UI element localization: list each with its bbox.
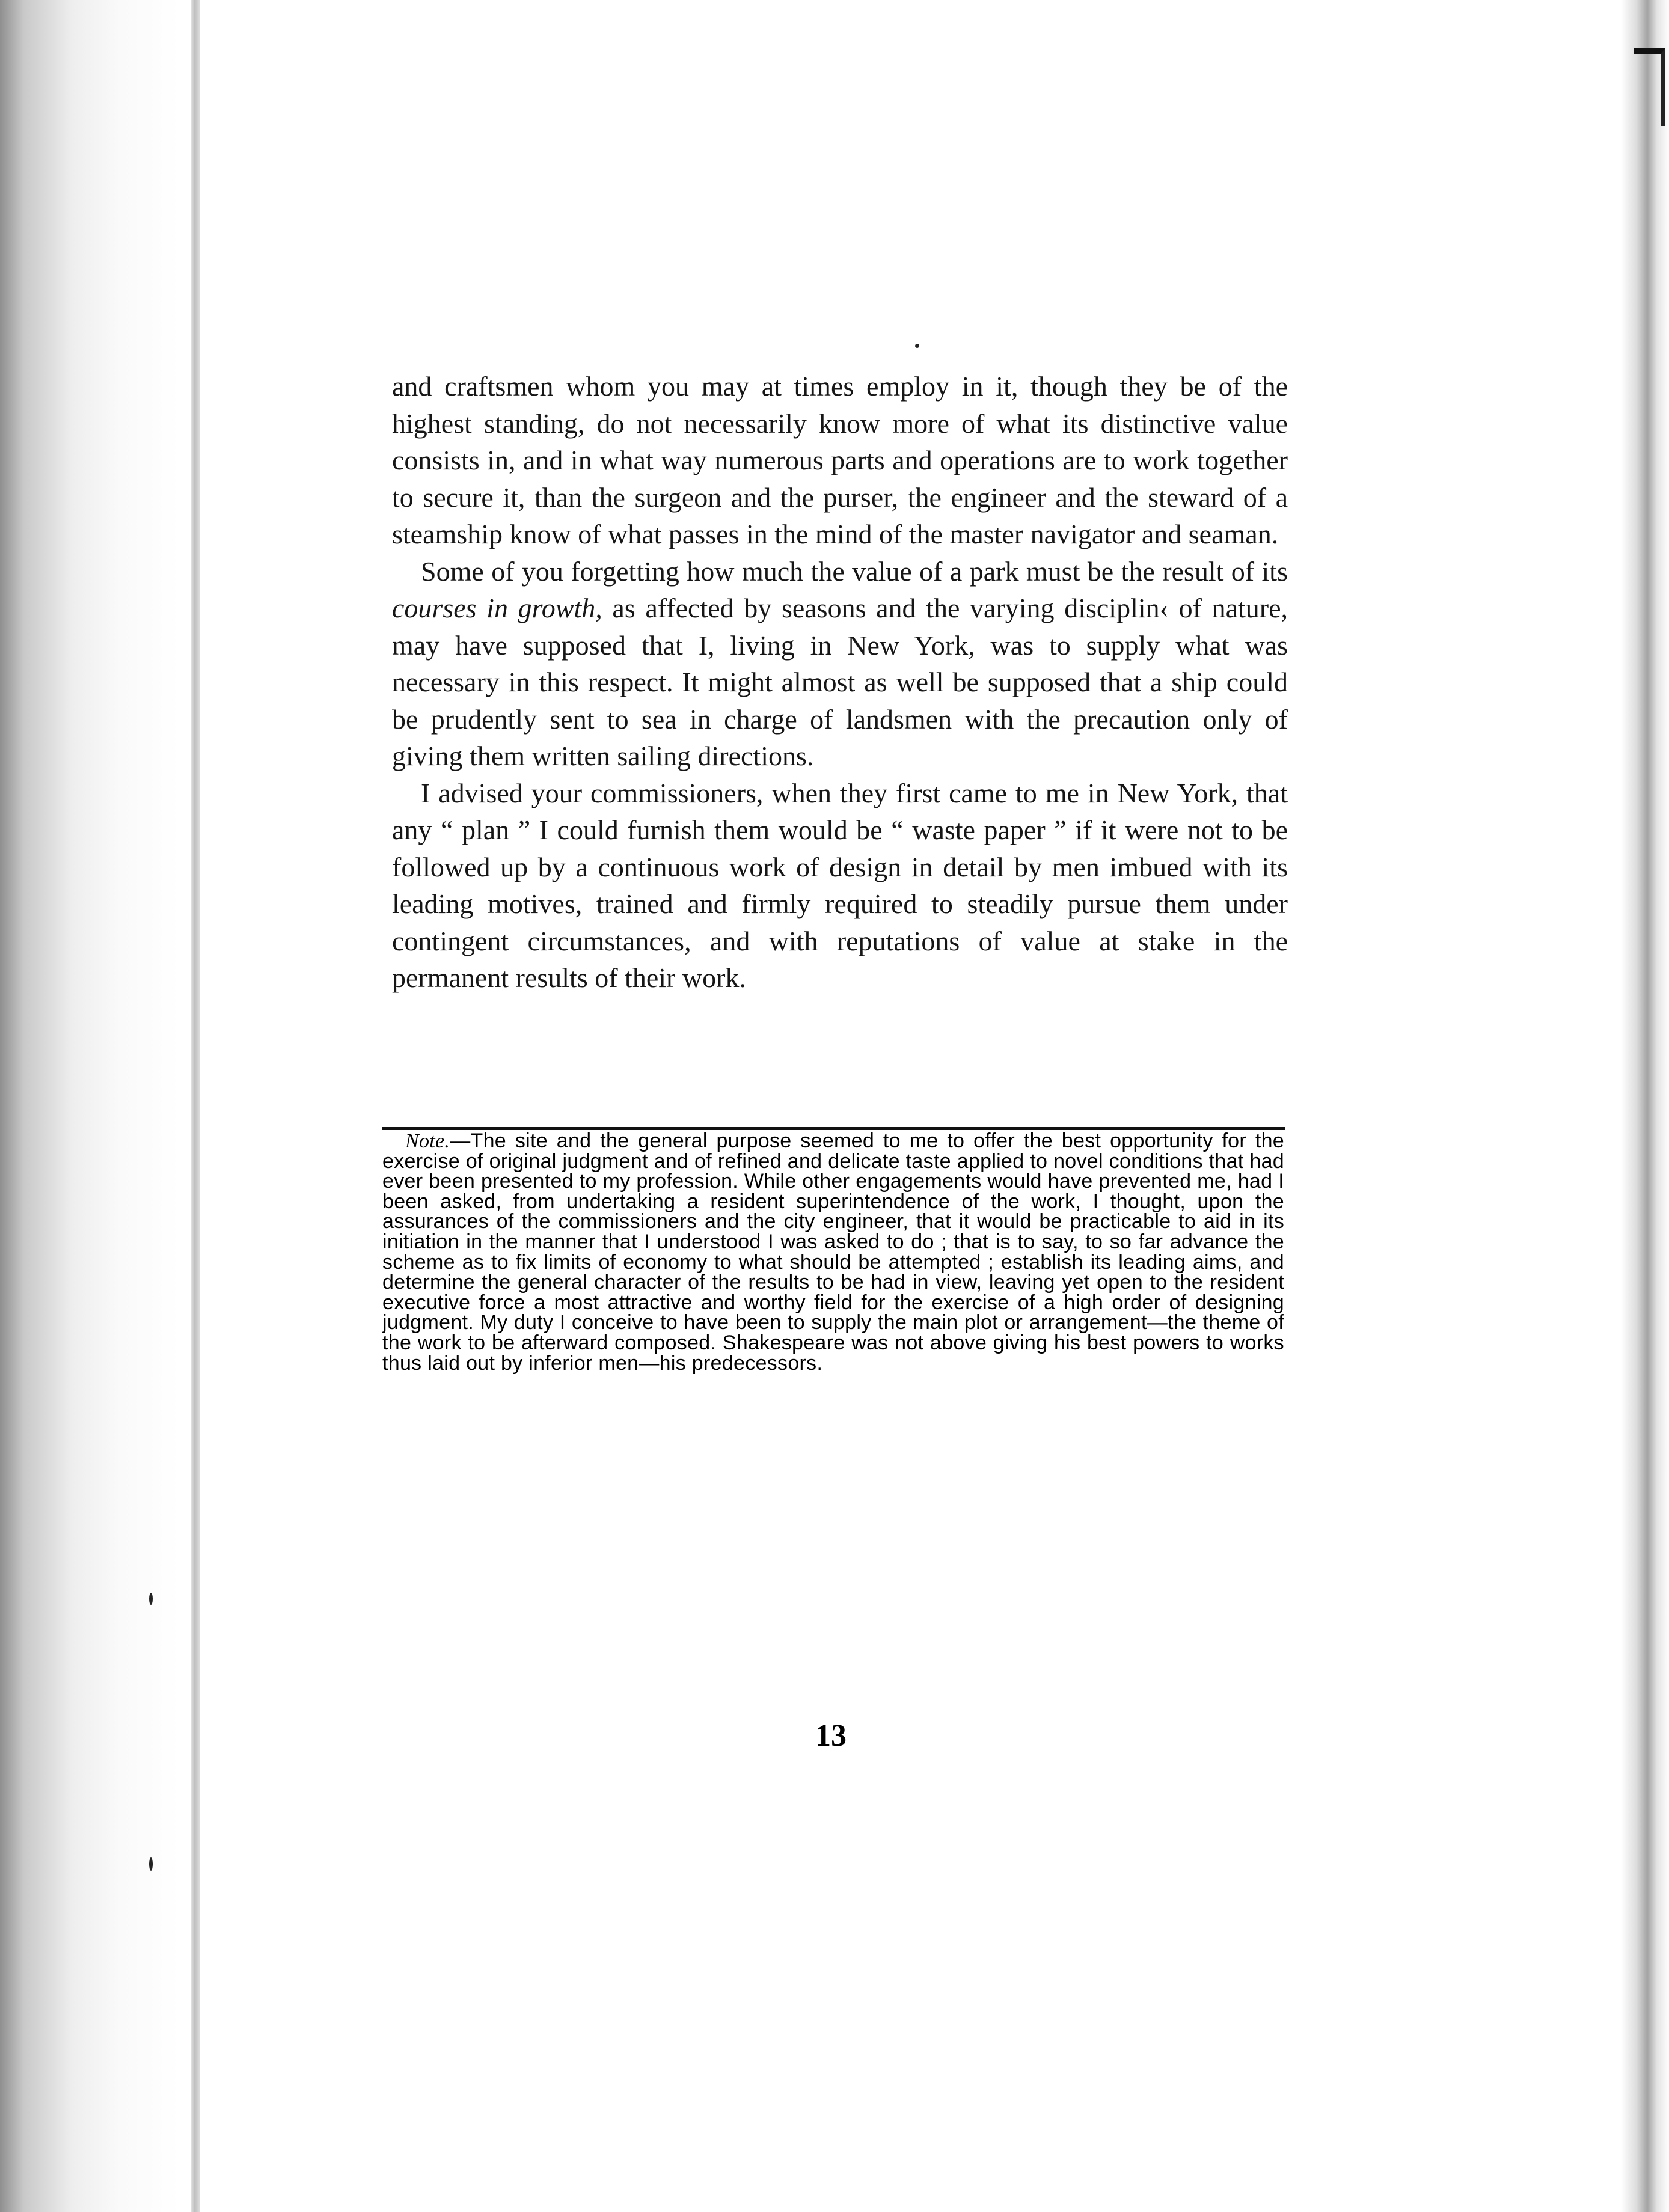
- binding-gutter-shadow: [0, 0, 180, 2212]
- footnote-lead: Note.: [405, 1130, 450, 1152]
- page-edge-shadow: [1621, 0, 1669, 2212]
- scan-speck: [149, 1857, 153, 1871]
- paragraph-text: as affected by seasons and the varying disciplin‹ of nature, may have supposed that I, living in New York, was to supply what was necessary in this respect. It might almost as well be supposed that a ship could be prudently sent to sea in charge of landsmen with the precaution only of giving them written sailing directions.: [392, 593, 1288, 771]
- scan-speck: [149, 1593, 153, 1605]
- paragraph-commissioners: I advised your commissioners, when they first came to me in New York, that any “ plan ” I could furnish them would be “ waste paper ” if it were not to be followed up by a continuous work of design in detail by men imbued with its leading motives, trained and firmly required to steadily pursue them under contingent circumstances, and with reputations of value at stake in the permanent results of their work.: [392, 777, 1288, 993]
- page-number: 13: [815, 1719, 847, 1753]
- footnote: [382, 1131, 1284, 1373]
- corner-scan-mark: [1634, 48, 1665, 126]
- binding-gutter-line: [191, 0, 200, 2212]
- paragraph-courses-in-growth: [392, 553, 1288, 775]
- scan-speck: [915, 344, 919, 348]
- body-text: [392, 368, 1288, 997]
- emphasis-text: courses in growth,: [392, 593, 602, 623]
- paragraph-continuation: and craftsmen whom you may at times employ in it, though they be of the highest standing, do not necessarily know more of what its distinctive value consists in, and in what way numerous parts and operations are to work together to secure it, than the surgeon and the purser, the engineer and the steward of a steamship know of what passes in the mind of the master navigator and seaman.: [392, 371, 1288, 549]
- footnote-text: —The site and the general purpose seemed to me to offer the best opportunity for the exercise of original judgment and of refined and delicate taste applied to novel conditions that had ever been presented to my profession. While other engagements would have prevented me, had I been asked, from undertaking a resident superintendence of the work, I thought, upon the assurances of the commissioners and the city engineer, that it would be practicable to aid in its initiation in the manner that I understood I was asked to do ; that is to say, to so far advance the scheme as to fix limits of economy to what should be attempted ; establish its leading aims, and determine the general character of the results to be had in view, leaving yet open to the resident executive force a most attractive and worthy field for the exercise of a high order of designing judgment. My duty I conceive to have been to supply the main plot or arrangement—the theme of the work to be afterward composed. Shakespeare was not above giving his best powers to works thus laid out by inferior men—his predecessors.: [382, 1129, 1284, 1375]
- paragraph-text: Some of you forgetting how much the value of a park must be the result of its: [421, 555, 1288, 587]
